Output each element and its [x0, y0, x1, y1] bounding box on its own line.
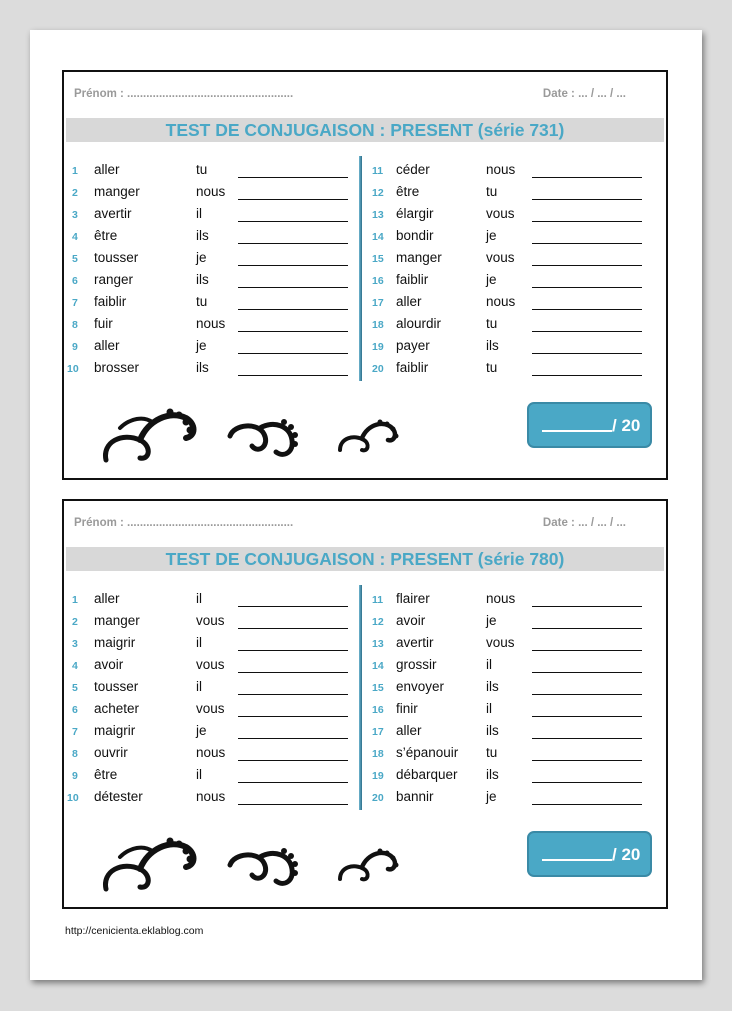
question-number: 20 — [372, 792, 384, 804]
question-verb: manger — [396, 250, 442, 265]
question-verb: aller — [94, 591, 120, 606]
question-row — [64, 314, 349, 336]
swirl-ornament-icon — [100, 402, 200, 468]
date-field: Date : ... / ... / ... — [542, 88, 626, 100]
question-row — [364, 336, 649, 358]
question-row — [64, 589, 349, 611]
answer-line[interactable] — [532, 782, 642, 783]
question-pronoun: je — [196, 250, 207, 265]
question-number: 7 — [72, 726, 78, 738]
question-verb: tousser — [94, 250, 139, 265]
question-pronoun: tu — [486, 184, 498, 199]
question-row — [64, 699, 349, 721]
question-verb: brosser — [94, 360, 140, 375]
question-row — [364, 292, 649, 314]
question-verb: ouvrir — [94, 745, 128, 760]
question-number: 15 — [372, 253, 384, 265]
question-pronoun: ils — [486, 767, 499, 782]
question-number: 5 — [72, 682, 78, 694]
answer-line[interactable] — [532, 221, 642, 222]
question-verb: être — [396, 184, 420, 199]
score-box[interactable] — [527, 402, 652, 448]
question-number: 17 — [372, 726, 384, 738]
question-number: 4 — [72, 660, 78, 672]
question-number: 8 — [72, 748, 78, 760]
question-number: 2 — [72, 616, 78, 628]
column-divider — [359, 585, 362, 810]
question-number: 10 — [67, 363, 79, 375]
question-verb: être — [94, 767, 118, 782]
question-pronoun: il — [486, 657, 492, 672]
question-column-left — [64, 589, 349, 809]
question-number: 16 — [372, 704, 384, 716]
question-row — [64, 358, 349, 380]
question-verb: avertir — [396, 635, 434, 650]
swirl-ornament-icon — [100, 831, 200, 897]
answer-line[interactable] — [238, 265, 348, 266]
question-verb: maigrir — [94, 635, 136, 650]
question-row — [364, 743, 649, 765]
question-verb: détester — [94, 789, 143, 804]
question-pronoun: ils — [196, 272, 209, 287]
footer-url: http://cenicienta.eklablog.com — [65, 925, 204, 937]
question-pronoun: je — [196, 723, 207, 738]
question-pronoun: il — [196, 635, 202, 650]
question-pronoun: nous — [196, 316, 226, 331]
answer-line[interactable] — [238, 177, 348, 178]
question-number: 17 — [372, 297, 384, 309]
answer-line[interactable] — [238, 243, 348, 244]
answer-line[interactable] — [238, 353, 348, 354]
answer-line[interactable] — [238, 199, 348, 200]
score-total: / 20 — [612, 845, 641, 864]
question-verb: céder — [396, 162, 430, 177]
question-pronoun: il — [196, 591, 202, 606]
prenom-field: Prénom : .................................................... — [74, 517, 294, 529]
answer-line[interactable] — [532, 309, 642, 310]
question-pronoun: ils — [486, 679, 499, 694]
question-verb: finir — [396, 701, 418, 716]
question-pronoun: nous — [196, 789, 226, 804]
answer-line[interactable] — [238, 804, 348, 805]
answer-line[interactable] — [532, 694, 642, 695]
answer-line[interactable] — [238, 331, 348, 332]
question-column-left — [64, 160, 349, 380]
answer-line[interactable] — [238, 760, 348, 761]
question-row — [364, 248, 649, 270]
conjugation-test-card-1 — [62, 70, 668, 480]
answer-line[interactable] — [238, 694, 348, 695]
answer-line[interactable] — [238, 309, 348, 310]
answer-line[interactable] — [238, 716, 348, 717]
question-row — [364, 787, 649, 809]
question-pronoun: tu — [196, 162, 208, 177]
answer-line[interactable] — [238, 650, 348, 651]
prenom-field: Prénom : .................................................... — [74, 88, 294, 100]
answer-line[interactable] — [532, 650, 642, 651]
question-row — [364, 314, 649, 336]
question-row — [364, 765, 649, 787]
question-pronoun: vous — [196, 701, 225, 716]
question-row — [364, 204, 649, 226]
question-verb: faiblir — [396, 360, 429, 375]
answer-line[interactable] — [532, 177, 642, 178]
answer-line[interactable] — [532, 199, 642, 200]
question-number: 20 — [372, 363, 384, 375]
question-row — [364, 270, 649, 292]
question-row — [64, 160, 349, 182]
question-row — [364, 589, 649, 611]
question-number: 3 — [72, 638, 78, 650]
question-row — [364, 226, 649, 248]
question-pronoun: je — [486, 789, 497, 804]
question-pronoun: nous — [486, 162, 516, 177]
question-verb: être — [94, 228, 118, 243]
question-number: 18 — [372, 319, 384, 331]
question-number: 8 — [72, 319, 78, 331]
answer-line[interactable] — [532, 265, 642, 266]
question-row — [364, 160, 649, 182]
question-number: 14 — [372, 660, 384, 672]
question-verb: aller — [94, 162, 120, 177]
question-pronoun: nous — [486, 591, 516, 606]
answer-line[interactable] — [532, 738, 642, 739]
answer-line[interactable] — [532, 804, 642, 805]
question-verb: avertir — [94, 206, 132, 221]
score-blank — [542, 430, 612, 432]
answer-line[interactable] — [238, 606, 348, 607]
answer-line[interactable] — [532, 628, 642, 629]
question-pronoun: tu — [196, 294, 208, 309]
question-row — [364, 677, 649, 699]
question-number: 16 — [372, 275, 384, 287]
question-number: 6 — [72, 275, 78, 287]
question-pronoun: il — [196, 679, 202, 694]
answer-line[interactable] — [532, 672, 642, 673]
question-number: 7 — [72, 297, 78, 309]
question-verb: bondir — [396, 228, 434, 243]
answer-line[interactable] — [238, 221, 348, 222]
question-row — [364, 655, 649, 677]
question-verb: manger — [94, 613, 140, 628]
question-verb: acheter — [94, 701, 140, 716]
question-verb: avoir — [396, 613, 426, 628]
question-row — [364, 611, 649, 633]
question-row — [64, 743, 349, 765]
question-number: 9 — [72, 341, 78, 353]
question-row — [364, 699, 649, 721]
question-pronoun: ils — [196, 360, 209, 375]
question-number: 14 — [372, 231, 384, 243]
answer-line[interactable] — [238, 672, 348, 673]
answer-line[interactable] — [532, 375, 642, 376]
question-number: 15 — [372, 682, 384, 694]
question-pronoun: tu — [486, 360, 498, 375]
worksheet-page — [30, 30, 702, 980]
question-verb: débarquer — [396, 767, 458, 782]
question-row — [364, 633, 649, 655]
question-row — [364, 358, 649, 380]
question-verb: grossir — [396, 657, 437, 672]
question-column-right — [364, 589, 649, 809]
question-pronoun: nous — [486, 294, 516, 309]
conjugation-test-card-2 — [62, 499, 668, 909]
question-pronoun: ils — [196, 228, 209, 243]
answer-line[interactable] — [238, 738, 348, 739]
question-pronoun: il — [196, 206, 202, 221]
answer-line[interactable] — [238, 628, 348, 629]
question-verb: envoyer — [396, 679, 445, 694]
question-pronoun: je — [486, 228, 497, 243]
question-verb: maigrir — [94, 723, 136, 738]
question-pronoun: vous — [486, 250, 515, 265]
question-pronoun: il — [486, 701, 492, 716]
answer-line[interactable] — [238, 287, 348, 288]
question-number: 18 — [372, 748, 384, 760]
question-pronoun: vous — [196, 657, 225, 672]
question-row — [64, 655, 349, 677]
question-pronoun: vous — [486, 206, 515, 221]
question-number: 11 — [372, 594, 384, 606]
question-verb: tousser — [94, 679, 139, 694]
question-row — [64, 292, 349, 314]
question-pronoun: nous — [196, 745, 226, 760]
question-number: 12 — [372, 616, 384, 628]
answer-line[interactable] — [532, 243, 642, 244]
question-row — [64, 226, 349, 248]
question-column-right — [364, 160, 649, 380]
question-verb: aller — [94, 338, 120, 353]
question-number: 12 — [372, 187, 384, 199]
question-row — [64, 204, 349, 226]
answer-line[interactable] — [532, 353, 642, 354]
question-pronoun: vous — [196, 613, 225, 628]
question-number: 1 — [72, 165, 78, 177]
question-verb: payer — [396, 338, 430, 353]
question-pronoun: nous — [196, 184, 226, 199]
test-title: TEST DE CONJUGAISON : PRESENT (série 731) — [66, 118, 664, 142]
question-pronoun: il — [196, 767, 202, 782]
question-number: 1 — [72, 594, 78, 606]
question-verb: ranger — [94, 272, 134, 287]
question-verb: faiblir — [396, 272, 429, 287]
answer-line[interactable] — [532, 760, 642, 761]
question-row — [64, 611, 349, 633]
question-pronoun: je — [196, 338, 207, 353]
question-number: 19 — [372, 341, 384, 353]
question-verb: manger — [94, 184, 140, 199]
question-pronoun: tu — [486, 745, 498, 760]
question-pronoun: je — [486, 272, 497, 287]
question-pronoun: vous — [486, 635, 515, 650]
answer-line[interactable] — [238, 375, 348, 376]
answer-line[interactable] — [238, 782, 348, 783]
answer-line[interactable] — [532, 716, 642, 717]
question-number: 19 — [372, 770, 384, 782]
question-verb: fuir — [94, 316, 113, 331]
question-number: 2 — [72, 187, 78, 199]
question-pronoun: ils — [486, 338, 499, 353]
swirl-ornament-icon — [224, 414, 300, 462]
question-verb: s’épanouir — [396, 745, 459, 760]
question-number: 13 — [372, 209, 384, 221]
score-total: / 20 — [612, 416, 641, 435]
question-number: 11 — [372, 165, 384, 177]
score-blank — [542, 859, 612, 861]
question-number: 4 — [72, 231, 78, 243]
answer-line[interactable] — [532, 606, 642, 607]
question-number: 10 — [67, 792, 79, 804]
answer-line[interactable] — [532, 287, 642, 288]
question-row — [64, 633, 349, 655]
question-pronoun: je — [486, 613, 497, 628]
question-verb: élargir — [396, 206, 434, 221]
date-field: Date : ... / ... / ... — [542, 517, 626, 529]
question-verb: faiblir — [94, 294, 127, 309]
question-row — [364, 721, 649, 743]
swirl-ornament-icon — [336, 416, 400, 456]
question-verb: bannir — [396, 789, 434, 804]
question-pronoun: tu — [486, 316, 498, 331]
question-number: 6 — [72, 704, 78, 716]
answer-line[interactable] — [532, 331, 642, 332]
test-title: TEST DE CONJUGAISON : PRESENT (série 780) — [66, 547, 664, 571]
question-row — [364, 182, 649, 204]
question-row — [64, 270, 349, 292]
swirl-ornament-icon — [336, 845, 400, 885]
question-number: 5 — [72, 253, 78, 265]
question-row — [64, 787, 349, 809]
score-box[interactable] — [527, 831, 652, 877]
question-row — [64, 248, 349, 270]
question-pronoun: ils — [486, 723, 499, 738]
question-row — [64, 677, 349, 699]
question-verb: aller — [396, 723, 422, 738]
swirl-ornament-icon — [224, 843, 300, 891]
question-row — [64, 765, 349, 787]
question-row — [64, 721, 349, 743]
column-divider — [359, 156, 362, 381]
question-verb: flairer — [396, 591, 430, 606]
question-verb: aller — [396, 294, 422, 309]
question-row — [64, 182, 349, 204]
question-number: 3 — [72, 209, 78, 221]
question-verb: avoir — [94, 657, 124, 672]
question-number: 9 — [72, 770, 78, 782]
question-row — [64, 336, 349, 358]
question-verb: alourdir — [396, 316, 442, 331]
question-number: 13 — [372, 638, 384, 650]
